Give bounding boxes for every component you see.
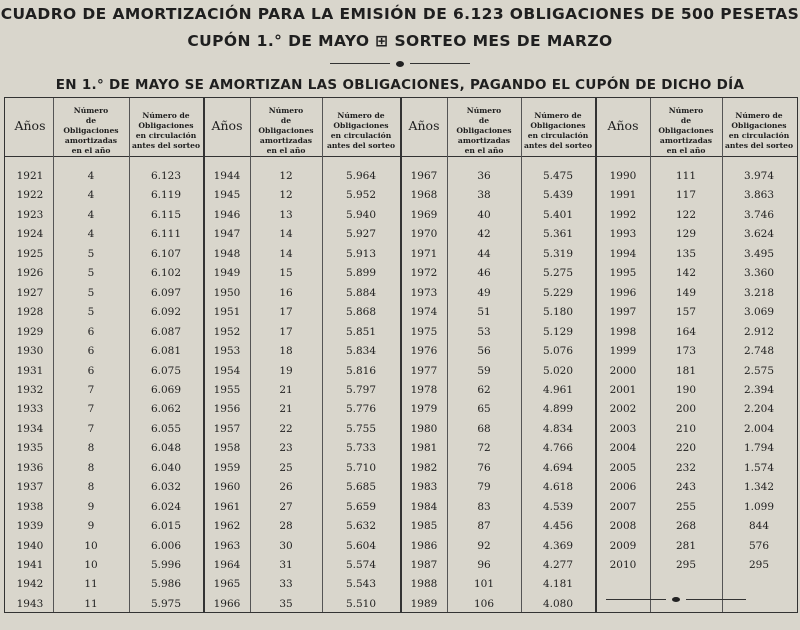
cell-amortizadas: 8 [87,442,95,455]
cell-amortizadas: 25 [279,461,293,474]
cell-year: 1989 [410,597,438,610]
cell-amortizadas: 27 [279,500,293,513]
cell-amortizadas: 42 [477,228,491,241]
cell-amortizadas: 15 [279,267,293,280]
cell-amortizadas: 10 [84,559,98,571]
cell-amortizadas: 135 [675,247,697,260]
cell-circulacion: 4.834 [542,422,574,435]
cell-circulacion: 3.746 [743,208,775,221]
cell-circulacion: 5.868 [345,306,377,319]
cell-circulacion: 5.319 [542,247,574,260]
cell-amortizadas: 23 [279,442,293,455]
cell-year: 1981 [410,442,438,455]
cell-year: 1996 [609,286,637,299]
cell-amortizadas: 53 [477,325,491,338]
header-amortizadas: Número de Obligaciones amortizadas en el año [63,106,119,155]
cell-amortizadas: 210 [675,422,697,435]
cell-year: 1952 [213,325,241,338]
cell-circulacion: 6.111 [150,228,182,241]
cell-year: 1974 [410,306,438,319]
cell-amortizadas: 9 [87,520,95,533]
cell-circulacion: 3.218 [743,286,775,299]
cell-amortizadas: 220 [675,442,697,455]
cell-year: 2004 [609,442,637,455]
cell-circulacion: 5.986 [150,578,182,591]
cell-amortizadas: 5 [87,286,95,299]
cell-circulacion: 3.863 [743,189,775,202]
cell-year: 1969 [410,208,438,221]
cell-circulacion: 5.659 [345,500,377,513]
cell-circulacion: 5.940 [345,208,377,221]
cell-year: 1967 [410,170,438,182]
cell-circulacion: 6.024 [150,500,182,513]
cell-year: 1937 [16,481,44,494]
cell-year: 1986 [410,539,438,552]
cell-circulacion: 5.884 [345,286,377,299]
cell-year: 1941 [16,559,44,571]
cell-amortizadas: 35 [279,597,293,610]
header-anos: Años [211,118,243,133]
cell-amortizadas: 65 [477,403,491,416]
cell-year: 1956 [213,403,241,416]
cell-amortizadas: 72 [477,442,491,455]
cell-amortizadas: 51 [477,306,491,319]
cell-circulacion: 6.115 [150,208,182,221]
cell-circulacion: 6.087 [150,325,182,338]
cell-amortizadas: 13 [279,208,293,221]
cell-amortizadas: 30 [279,539,293,552]
cell-amortizadas: 5 [87,267,95,280]
cell-amortizadas: 38 [477,189,491,202]
cell-amortizadas: 4 [87,228,95,241]
cell-year: 1946 [213,208,241,221]
cell-amortizadas: 59 [477,364,491,377]
cell-year: 1991 [609,189,637,202]
cell-amortizadas: 7 [87,422,95,435]
cell-circulacion: 3.974 [743,170,775,182]
cell-year: 1992 [609,208,637,221]
cell-year: 1997 [609,306,637,319]
cell-amortizadas: 268 [675,520,697,533]
cell-circulacion: 5.604 [345,539,377,552]
cell-circulacion: 3.360 [743,267,775,280]
cell-amortizadas: 56 [477,345,491,358]
cell-circulacion: 5.834 [345,345,377,358]
cell-circulacion: 5.180 [542,306,574,319]
cell-amortizadas: 232 [675,461,697,474]
cell-year: 1951 [213,306,241,319]
cell-amortizadas: 181 [675,364,697,377]
header-anos: Años [607,118,639,133]
cell-circulacion: 5.361 [542,228,574,241]
document-subtitle-coupon: CUPÓN 1.° DE MAYO ⊞ SORTEO MES DE MARZO [187,32,613,50]
cell-amortizadas: 5 [87,247,95,260]
cell-amortizadas: 79 [477,481,491,494]
cell-year: 1940 [16,539,44,552]
cell-circulacion: 4.899 [542,403,574,416]
cell-year: 1934 [16,422,44,435]
cell-year: 2000 [609,364,637,377]
cell-circulacion: 5.685 [345,481,377,494]
cell-circulacion: 3.069 [743,306,775,319]
cell-year: 2009 [609,539,637,552]
cell-year: 1973 [410,286,438,299]
cell-amortizadas: 9 [87,500,95,513]
cell-amortizadas: 7 [87,383,95,396]
cell-amortizadas: 142 [675,267,697,280]
cell-year: 1958 [213,442,241,455]
cell-year: 1942 [16,578,44,591]
cell-year: 1929 [16,325,44,338]
cell-year: 1962 [213,520,241,533]
cell-year: 1978 [410,383,438,396]
cell-circulacion: 6.048 [150,442,182,455]
cell-amortizadas: 106 [473,597,495,610]
footer-ornament [606,597,746,603]
title-ornament [330,60,470,68]
cell-circulacion: 5.927 [345,228,377,241]
cell-amortizadas: 111 [675,170,697,182]
cell-amortizadas: 101 [473,578,495,591]
cell-circulacion: 5.816 [345,364,377,377]
cell-year: 1983 [410,481,438,494]
header-circulacion: Número de Obligaciones en circulación antes del sorteo [326,111,396,150]
cell-circulacion: 6.081 [150,345,182,358]
cell-year: 1999 [609,345,637,358]
cell-circulacion: 4.618 [542,481,574,494]
cell-amortizadas: 6 [87,345,95,358]
cell-amortizadas: 8 [87,481,95,494]
cell-amortizadas: 36 [477,170,491,182]
cell-year: 1948 [213,247,241,260]
cell-amortizadas: 68 [477,422,491,435]
cell-circulacion: 6.075 [150,364,182,377]
cell-amortizadas: 255 [675,500,697,513]
cell-year: 1944 [213,170,241,182]
cell-amortizadas: 173 [675,345,697,358]
cell-circulacion: 6.006 [150,539,182,552]
cell-amortizadas: 6 [87,364,95,377]
table-caption: EN 1.° DE MAYO SE AMORTIZAN LAS OBLIGACIONES, PAGANDO EL CUPÓN DE DICHO DÍA [55,77,745,93]
cell-year: 1943 [16,597,44,610]
cell-circulacion: 3.495 [743,247,775,260]
cell-year: 1935 [16,442,44,455]
cell-circulacion: 6.123 [150,170,182,182]
cell-circulacion: 6.040 [150,461,182,474]
cell-circulacion: 2.204 [743,403,775,416]
cell-circulacion: 1.794 [743,442,775,455]
cell-year: 1947 [213,228,241,241]
cell-amortizadas: 19 [279,364,293,377]
cell-amortizadas: 92 [477,539,491,552]
cell-year: 1984 [410,500,438,513]
cell-year: 1926 [16,267,44,280]
cell-circulacion: 5.076 [542,345,574,358]
cell-amortizadas: 17 [279,325,293,338]
cell-circulacion: 4.181 [542,578,574,591]
cell-year: 1995 [609,267,637,280]
cell-circulacion: 6.119 [150,189,182,202]
cell-amortizadas: 149 [675,286,697,299]
header-anos: Años [14,118,46,133]
cell-amortizadas: 87 [477,520,491,533]
cell-year: 2007 [609,500,637,513]
cell-amortizadas: 28 [279,520,293,533]
cell-amortizadas: 8 [87,461,95,474]
cell-amortizadas: 10 [84,539,98,552]
cell-amortizadas: 31 [279,559,293,571]
cell-year: 1955 [213,383,241,396]
cell-year: 1932 [16,383,44,396]
cell-circulacion: 4.456 [542,520,574,533]
cell-circulacion: 5.510 [345,597,377,610]
cell-amortizadas: 76 [477,461,491,474]
header-circulacion: Número de Obligaciones en circulación antes del sorteo [724,111,794,150]
cell-year: 1950 [213,286,241,299]
cell-circulacion: 4.369 [542,539,574,552]
cell-amortizadas: 49 [477,286,491,299]
cell-amortizadas: 96 [477,559,491,571]
amortization-table [4,97,798,613]
cell-amortizadas: 4 [87,208,95,221]
cell-amortizadas: 17 [279,306,293,319]
cell-circulacion: 5.710 [345,461,377,474]
cell-circulacion: 5.755 [345,422,377,435]
cell-year: 2001 [609,383,637,396]
cell-year: 1939 [16,520,44,533]
cell-year: 1965 [213,578,241,591]
cell-year: 1972 [410,267,438,280]
cell-circulacion: 5.632 [345,520,377,533]
cell-amortizadas: 157 [675,306,697,319]
cell-circulacion: 2.748 [743,345,775,358]
cell-circulacion: 2.575 [743,364,775,377]
cell-amortizadas: 46 [477,267,491,280]
cell-amortizadas: 11 [84,597,98,610]
cell-circulacion: 5.020 [542,364,574,377]
cell-amortizadas: 281 [675,539,697,552]
cell-circulacion: 4.766 [542,442,574,455]
cell-circulacion: 5.733 [345,442,377,455]
cell-year: 1985 [410,520,438,533]
cell-year: 1953 [213,345,241,358]
cell-circulacion: 5.475 [542,170,574,182]
cell-year: 1970 [410,228,438,241]
header-anos: Años [408,118,440,133]
cell-circulacion: 5.851 [345,325,377,338]
cell-circulacion: 5.996 [150,559,182,571]
cell-amortizadas: 164 [675,325,697,338]
cell-amortizadas: 117 [675,189,697,202]
cell-circulacion: 5.952 [345,189,377,202]
cell-year: 1994 [609,247,637,260]
cell-year: 1928 [16,306,44,319]
cell-circulacion: 5.913 [345,247,377,260]
cell-circulacion: 5.401 [542,208,574,221]
cell-amortizadas: 14 [279,228,293,241]
cell-amortizadas: 83 [477,500,491,513]
cell-amortizadas: 44 [477,247,491,260]
cell-year: 1977 [410,364,438,377]
cell-circulacion: 6.062 [150,403,182,416]
cell-year: 1993 [609,228,637,241]
cell-year: 1976 [410,345,438,358]
header-circulacion: Número de Obligaciones en circulación antes del sorteo [523,111,593,150]
cell-year: 1990 [609,170,637,182]
cell-circulacion: 5.543 [345,578,377,591]
cell-year: 1954 [213,364,241,377]
cell-year: 1961 [213,500,241,513]
cell-year: 1921 [16,170,44,182]
cell-year: 1922 [16,189,44,202]
cell-circulacion: 5.439 [542,189,574,202]
cell-year: 1980 [410,422,438,435]
cell-amortizadas: 22 [279,422,293,435]
cell-amortizadas: 11 [84,578,98,591]
cell-year: 1931 [16,364,44,377]
cell-amortizadas: 4 [87,170,95,182]
cell-year: 1964 [213,559,241,571]
cell-amortizadas: 12 [279,170,293,182]
document-title: CUADRO DE AMORTIZACIÓN PARA LA EMISIÓN DE 6.123 OBLIGACIONES DE 500 PESETAS [0,5,800,23]
cell-year: 1933 [16,403,44,416]
cell-amortizadas: 12 [279,189,293,202]
cell-year: 2003 [609,422,637,435]
cell-amortizadas: 14 [279,247,293,260]
cell-year: 1959 [213,461,241,474]
cell-circulacion: 5.964 [345,170,377,182]
cell-amortizadas: 33 [279,578,293,591]
cell-year: 1963 [213,539,241,552]
cell-circulacion: 4.277 [542,559,574,571]
cell-year: 1998 [609,325,637,338]
cell-year: 1968 [410,189,438,202]
cell-year: 1982 [410,461,438,474]
cell-year: 2006 [609,481,637,494]
cell-year: 2010 [609,559,637,571]
cell-circulacion: 5.776 [345,403,377,416]
cell-circulacion: 6.032 [150,481,182,494]
cell-circulacion: 5.797 [345,383,377,396]
cell-amortizadas: 6 [87,325,95,338]
cell-year: 1987 [410,559,438,571]
cell-amortizadas: 200 [675,403,697,416]
cell-circulacion: 6.097 [150,286,182,299]
cell-year: 1936 [16,461,44,474]
cell-circulacion: 6.055 [150,422,182,435]
cell-circulacion: 6.107 [150,247,182,260]
cell-year: 2002 [609,403,637,416]
cell-circulacion: 5.229 [542,286,574,299]
cell-circulacion: 2.912 [743,325,775,338]
cell-circulacion: 1.574 [743,461,775,474]
cell-year: 1925 [16,247,44,260]
cell-year: 1949 [213,267,241,280]
cell-amortizadas: 18 [279,345,293,358]
cell-amortizadas: 62 [477,383,491,396]
cell-circulacion: 6.015 [150,520,182,533]
cell-year: 1975 [410,325,438,338]
cell-year: 2008 [609,520,637,533]
cell-year: 1971 [410,247,438,260]
cell-amortizadas: 40 [477,208,491,221]
cell-amortizadas: 16 [279,286,293,299]
cell-amortizadas: 122 [675,208,697,221]
cell-amortizadas: 5 [87,306,95,319]
cell-circulacion: 4.694 [542,461,574,474]
cell-amortizadas: 21 [279,383,293,396]
cell-year: 1930 [16,345,44,358]
header-amortizadas: Número de Obligaciones amortizadas en el año [658,106,714,155]
header-amortizadas: Número de Obligaciones amortizadas en el año [456,106,512,155]
cell-circulacion: 4.539 [542,500,574,513]
cell-circulacion: 844 [748,520,770,533]
cell-amortizadas: 4 [87,189,95,202]
cell-circulacion: 576 [748,539,770,552]
cell-amortizadas: 129 [675,228,697,241]
cell-year: 1923 [16,208,44,221]
cell-amortizadas: 295 [675,559,697,571]
cell-amortizadas: 26 [279,481,293,494]
cell-year: 1979 [410,403,438,416]
cell-circulacion: 5.129 [542,325,574,338]
cell-amortizadas: 190 [675,383,697,396]
cell-circulacion: 4.961 [542,383,574,396]
cell-circulacion: 5.574 [345,559,377,571]
cell-circulacion: 2.004 [743,422,775,435]
cell-circulacion: 1.099 [743,500,775,513]
cell-circulacion: 2.394 [743,383,775,396]
cell-amortizadas: 7 [87,403,95,416]
cell-circulacion: 5.975 [150,597,182,610]
cell-circulacion: 6.092 [150,306,182,319]
header-amortizadas: Número de Obligaciones amortizadas en el año [258,106,314,155]
cell-amortizadas: 243 [675,481,697,494]
cell-circulacion: 295 [748,559,770,571]
cell-year: 1957 [213,422,241,435]
cell-year: 1945 [213,189,241,202]
header-circulacion: Número de Obligaciones en circulación antes del sorteo [131,111,201,150]
cell-year: 1938 [16,500,44,513]
cell-circulacion: 4.080 [542,597,574,610]
cell-circulacion: 6.102 [150,267,182,280]
cell-year: 1966 [213,597,241,610]
cell-year: 1924 [16,228,44,241]
cell-amortizadas: 21 [279,403,293,416]
cell-circulacion: 5.275 [542,267,574,280]
cell-circulacion: 5.899 [345,267,377,280]
cell-year: 1960 [213,481,241,494]
cell-year: 1988 [410,578,438,591]
cell-circulacion: 3.624 [743,228,775,241]
cell-year: 2005 [609,461,637,474]
cell-circulacion: 6.069 [150,383,182,396]
cell-year: 1927 [16,286,44,299]
cell-circulacion: 1.342 [743,481,775,494]
